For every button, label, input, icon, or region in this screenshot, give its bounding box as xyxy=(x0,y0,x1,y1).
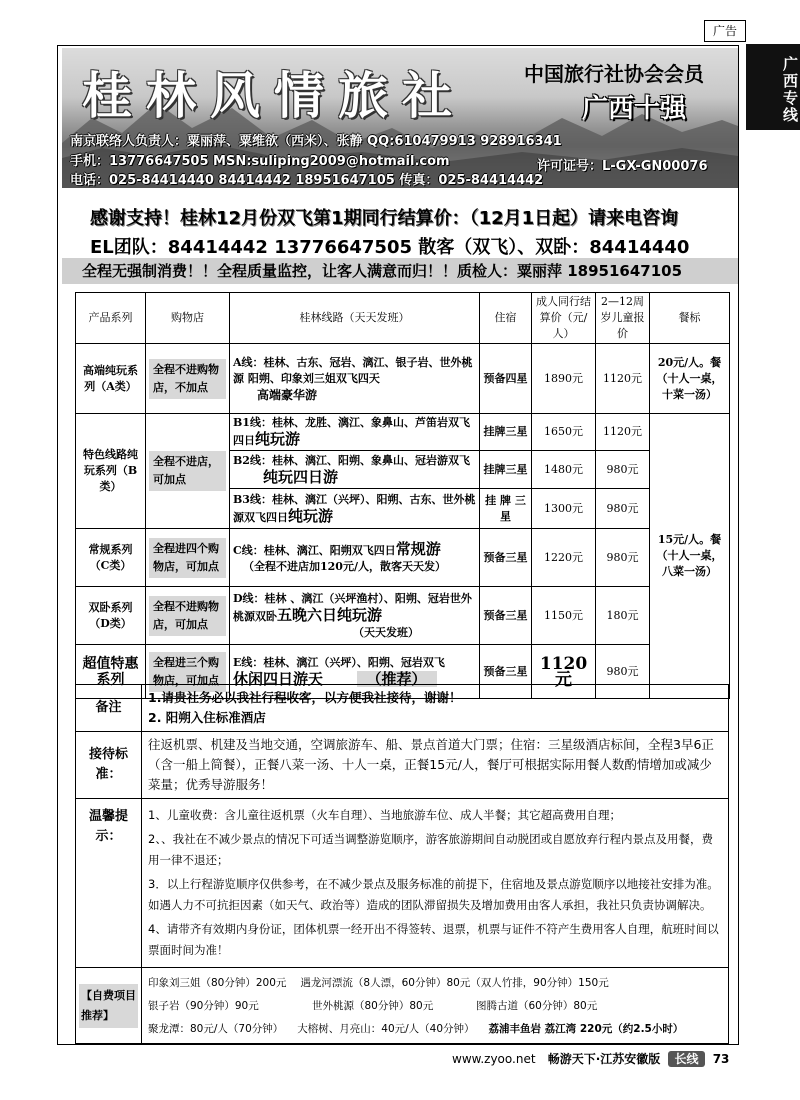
series-a: 高端纯玩系列（A类） xyxy=(76,344,146,414)
route-b2-text: B2线：桂林、漓江、阳朔、象鼻山、冠岩游双飞 xyxy=(233,453,470,467)
route-d xyxy=(230,587,480,645)
shop-b-label: 全程不进店，可加点 xyxy=(149,451,226,491)
footer-site: www.zyoo.net xyxy=(452,1052,536,1066)
route-c-text: C线：桂林、漓江、阳朔双飞四日 xyxy=(233,543,396,557)
header-banner xyxy=(62,48,738,188)
association-title: 中国旅行社协会会员 xyxy=(524,62,704,86)
agency-brand: 桂林风情旅社 xyxy=(82,66,466,125)
shop-a xyxy=(146,344,230,414)
remark-label: 备注 xyxy=(76,685,142,732)
extra-item: 印象刘三姐（80分钟）200元 xyxy=(148,977,287,989)
extras-label-cell xyxy=(76,968,142,1044)
table-row xyxy=(76,529,730,587)
route-price-table xyxy=(75,292,730,699)
hotel-b3: 挂 牌 三星 xyxy=(480,489,532,529)
warm-label: 温馨提示： xyxy=(76,799,142,968)
series-b: 特色线路纯玩系列（B类） xyxy=(76,414,146,529)
col-route: 桂林线路（天天发班） xyxy=(230,293,480,344)
price-announcement: 感谢支持！桂林12月份双飞第1期同行结算价：（12月1日起）请来电咨询 xyxy=(90,208,679,229)
col-series: 产品系列 xyxy=(76,293,146,344)
route-b1-tag: 纯玩游 xyxy=(255,430,301,448)
section-tab: 广西专线 xyxy=(746,44,800,130)
warm-content xyxy=(142,799,729,968)
adult-price-d: 1150元 xyxy=(532,587,596,645)
child-price-e: 980元 xyxy=(596,645,650,699)
shop-c xyxy=(146,529,230,587)
series-c: 常规系列（C类） xyxy=(76,529,146,587)
meal-a: 20元/人。餐（十人一桌，十菜一汤） xyxy=(650,344,730,414)
route-b2 xyxy=(230,451,480,489)
ad-label: 广告 xyxy=(704,20,746,42)
shop-a-label: 全程不进购物店，不加点 xyxy=(149,359,226,399)
adult-price-e: 1120元 xyxy=(532,645,596,699)
series-e: 超值特惠系列 xyxy=(76,645,146,699)
hotel-b2: 挂牌三星 xyxy=(480,451,532,489)
shop-d xyxy=(146,587,230,645)
hotel-e: 预备三星 xyxy=(480,645,532,699)
route-b3 xyxy=(230,489,480,529)
route-c-tag: 常规游 xyxy=(395,539,441,558)
reception-row xyxy=(76,732,729,799)
route-a xyxy=(230,344,480,414)
extra-item: 世外桃源（80分钟）80元 xyxy=(312,1000,434,1012)
shop-d-label: 全程不进购物店，可加点 xyxy=(149,596,226,636)
warm-1: 1、儿童收费：含儿童往返机票（火车自理）、当地旅游车位、成人半餐；其它超高费用自理； xyxy=(148,808,622,822)
col-shopping: 购物店 xyxy=(146,293,230,344)
adult-price-a: 1890元 xyxy=(532,344,596,414)
col-child-price: 2—12周岁儿童报价 xyxy=(596,293,650,344)
adult-price-b1: 1650元 xyxy=(532,414,596,451)
shop-b xyxy=(146,414,230,529)
remark-content xyxy=(142,685,729,732)
extras-row xyxy=(76,968,729,1044)
route-d-note: （天天发班） xyxy=(353,625,419,639)
contact-persons: 南京联络人负责人：粟丽萍、粟维欲（西米）、张静 QQ:610479913 928916341 xyxy=(70,134,562,149)
extra-item: 荔浦丰鱼岩 荔江湾 220元（约2.5小时） xyxy=(488,1023,684,1035)
booking-phones: EL团队：84414442 13776647505 散客（双飞）、双卧：84414440 xyxy=(90,237,690,258)
extra-item: 图腾古道（60分钟）80元 xyxy=(476,1000,598,1012)
extras-content xyxy=(142,968,729,1044)
table-header-row xyxy=(76,293,730,344)
route-b1-text: B1线：桂林、龙胜、漓江、象鼻山、芦笛岩双飞四日 xyxy=(233,416,470,447)
meal-bcde: 15元/人。餐（十人一桌，八菜一汤） xyxy=(650,414,730,699)
route-b3-tag: 纯玩游 xyxy=(288,506,334,525)
route-b2-tag: 纯玩四日游 xyxy=(263,467,339,486)
warm-row xyxy=(76,799,729,968)
extra-item: 大榕树、月亮山：40元/人（40分钟） xyxy=(297,1023,475,1035)
route-b1 xyxy=(230,414,480,451)
footer-title: 畅游天下·江苏安徽版 xyxy=(547,1052,661,1066)
series-d: 双卧系列（D类） xyxy=(76,587,146,645)
hotel-d: 预备三星 xyxy=(480,587,532,645)
adult-price-b2: 1480元 xyxy=(532,451,596,489)
notes-table xyxy=(75,684,729,1044)
col-adult-price: 成人同行结算价（元/人） xyxy=(532,293,596,344)
reception-content: 往返机票、机建及当地交通，空调旅游车、船、景点首道大门票；住宿：三星级酒店标间，全程3早6正（含一船上简餐），正餐八菜一汤、十人一桌，正餐15元/人，餐厅可根据实际用餐人数酌情增加或减少菜量；优秀导游服务！ xyxy=(142,732,729,799)
child-price-b1: 1120元 xyxy=(596,414,650,451)
col-meal: 餐标 xyxy=(650,293,730,344)
ranking-title: 广西十强 xyxy=(582,94,687,124)
remark-1: 1.请贵社务必以我社行程收客，以方便我社接待，谢谢！ xyxy=(148,690,462,705)
route-e-tag: 休闲四日游天 xyxy=(233,669,324,688)
hotel-b1: 挂牌三星 xyxy=(480,414,532,451)
route-e-text: E线：桂林、漓江（兴坪）、阳朔、冠岩双飞 xyxy=(233,655,445,669)
child-price-b3: 980元 xyxy=(596,489,650,529)
table-row xyxy=(76,414,730,451)
adult-price-b3: 1300元 xyxy=(532,489,596,529)
route-a-text: A线：桂林、古东、冠岩、漓江、银子岩、世外桃源 阳朔、印象刘三姐双飞四天 xyxy=(233,355,473,385)
shop-c-label: 全程进四个购物店，可加点 xyxy=(149,538,226,578)
warm-3: 3．以上行程游览顺序仅供参考，在不减少景点及服务标准的前提下，住宿地及景点游览顺序以地接社安排为准。如遇人力不可抗拒因素（如天气、政治等）造成的团队滞留损失及增加费用由客人承担，我社只负责协调解决。 xyxy=(148,877,719,912)
reception-label: 接待标准： xyxy=(76,732,142,799)
table-row xyxy=(76,587,730,645)
contact-phone: 电话：025-84414440 84414442 18951647105 传真：025-84414442 xyxy=(70,173,544,188)
route-c-note: （全程不进店加120元/人，散客天天发） xyxy=(243,559,446,573)
hotel-a: 预备四星 xyxy=(480,344,532,414)
extras-label: 【自费项目推荐】 xyxy=(79,984,138,1028)
route-e-note: （推荐） xyxy=(357,671,437,687)
license-number: 许可证号：L-GX-GN00076 xyxy=(537,159,708,174)
hotel-c: 预备三星 xyxy=(480,529,532,587)
warm-2: 2、、我社在不减少景点的情况下可适当调整游览顺序，游客旅游期间自动脱团或自愿放弃行程内景点及用餐，费用一律不退还； xyxy=(148,832,714,867)
shop-e-label: 全程进三个购物店，可加点 xyxy=(149,652,226,692)
extra-item: 银子岩（90分钟）90元 xyxy=(148,1000,259,1012)
contact-mobile: 手机：13776647505 MSN:suliping2009@hotmail.com xyxy=(70,154,450,169)
route-b3-text: B3线：桂林、漓江（兴坪）、阳朔、古东、世外桃源双飞四日 xyxy=(233,492,476,524)
route-d-text: D线：桂林 、漓江（兴坪渔村）、阳朔、冠岩世外桃源双卧 xyxy=(233,591,472,623)
page-footer xyxy=(452,1050,729,1067)
child-price-a: 1120元 xyxy=(596,344,650,414)
remark-2: 2. 阳朔入住标准酒店 xyxy=(148,710,266,725)
route-c xyxy=(230,529,480,587)
route-d-tag: 五晚六日纯玩游 xyxy=(277,605,383,624)
quality-statement: 全程无强制消费！！全程质量监控，让客人满意而归！！质检人：粟丽萍 18951647105 xyxy=(62,258,738,284)
child-price-d: 180元 xyxy=(596,587,650,645)
child-price-c: 980元 xyxy=(596,529,650,587)
warm-4: 4、请带齐有效期内身份证，团体机票一经开出不得签转、退票，机票与证件不符产生费用客人自理，航班时间以票面时间为准！ xyxy=(148,922,719,957)
col-hotel: 住宿 xyxy=(480,293,532,344)
extra-item: 遇龙河漂流（8人漂，60分钟）80元（双人竹排，90分钟）150元 xyxy=(300,977,609,989)
adult-price-c: 1220元 xyxy=(532,529,596,587)
child-price-b2: 980元 xyxy=(596,451,650,489)
footer-section: 长线 xyxy=(668,1051,704,1067)
table-row xyxy=(76,344,730,414)
remark-row xyxy=(76,685,729,732)
route-a-tag: 高端豪华游 xyxy=(257,387,318,402)
page-number: 73 xyxy=(712,1052,730,1066)
extra-item: 聚龙潭：80元/人（70分钟） xyxy=(148,1023,284,1035)
